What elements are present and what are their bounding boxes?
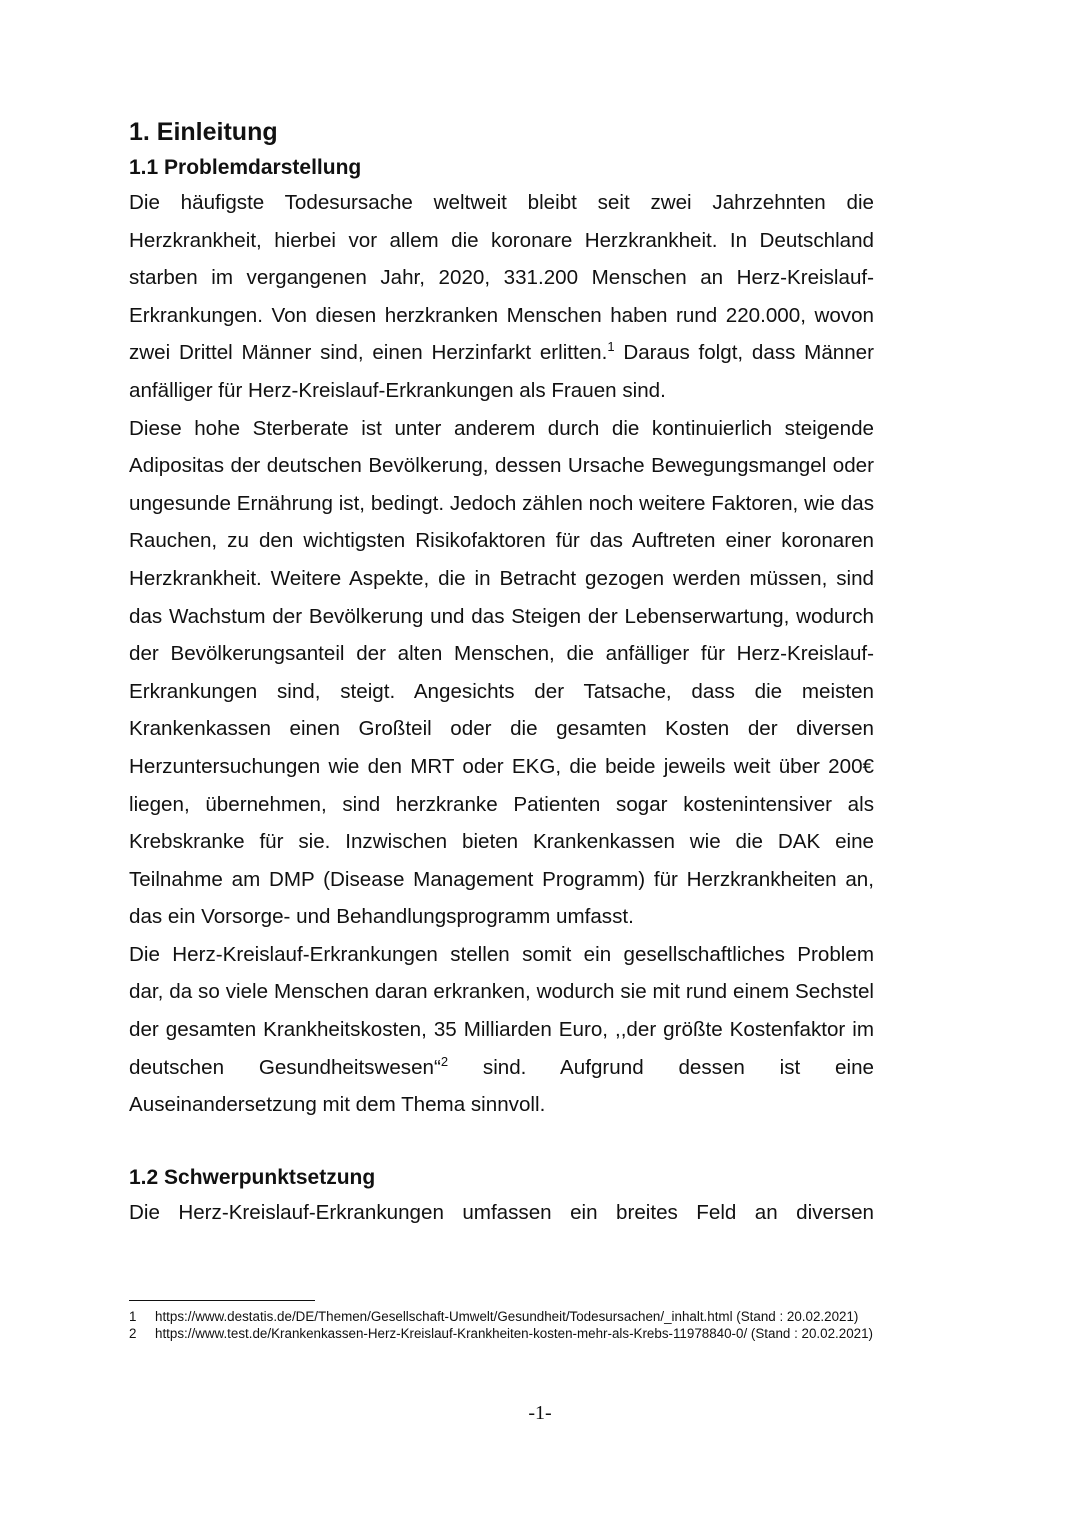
paragraph-1 (129, 184, 874, 410)
footnote-number: 2 (129, 1326, 137, 1341)
section-gap (129, 1124, 874, 1162)
section-heading-schwerpunktsetzung: 1.2 Schwerpunktsetzung (129, 1165, 376, 1189)
footnotes (129, 1308, 874, 1342)
paragraph-2: Diese hohe Sterberate ist unter anderem durch die kontinuierlich steigende Adipositas der deutschen Bevölkerung, dessen Ursache Bewegungsmangel oder ungesunde Ernährung ist, bedingt. Jedoch zählen noch weitere Faktoren, wie das Rauchen, zu den wichtigsten Risikofaktoren für das Auftreten einer koronaren Herzkrankheit. Weitere Aspekte, die in Betracht gezogen werden müssen, sind das Wachstum der Bevölkerung und das Steigen der Lebenserwartung, wodurch der Bevölkerungsanteil der alten Menschen, die anfälliger für Herz-Kreislauf-Erkrankungen sind, steigt. Angesichts der Tatsache, dass die meisten Krankenkassen einen Großteil oder die gesamten Kosten der diversen Herzuntersuchungen wie den MRT oder EKG, die beide jeweils weit über 200€ liegen, übernehmen, sind herzkranke Patienten sogar kostenintensiver als Krebskranke für sie. Inzwischen bieten Krankenkassen wie die DAK eine Teilnahme am DMP (Disease Management Programm) für Herzkrankheiten an, das ein Vorsorge- und Behandlungsprogramm umfasst. (129, 416, 874, 929)
footnote-number: 1 (129, 1309, 137, 1324)
footnote-ref-2[interactable]: 2 (440, 1053, 449, 1069)
paragraph-4: Die Herz-Kreislauf-Erkrankungen umfassen ein breites Feld an diversen (129, 1200, 874, 1224)
section-heading-problemdarstellung: 1.1 Problemdarstellung (129, 156, 362, 179)
footnote-separator (129, 1300, 315, 1301)
footnote-text[interactable]: https://www.test.de/Krankenkassen-Herz-Kreislauf-Krankheiten-kosten-mehr-als-Krebs-11978840-0/ (Stand : 20.02.2021) (155, 1326, 873, 1341)
paragraph-1-text-a: Die häufigste Todesursache weltweit bleibt seit zwei Jahrzehnten die Herzkrankheit, hierbei vor allem die koronare Herzkrankheit. In Deutschland starben im vergangenen Jahr, 2020, 331.200 Menschen an Herz-Kreislauf-Erkrankungen. Von diesen herzkranken Menschen haben rund 220.000, wovon zwei Drittel Männer sind, einen Herzinfarkt erlitten. (129, 191, 874, 365)
page-number: -1- (528, 1402, 552, 1424)
paragraph-3-text-a: Die Herz-Kreislauf-Erkrankungen stellen somit ein gesellschaftliches Problem dar, da so viele Menschen daran erkranken, wodurch sie mit rund einem Sechstel der gesamten Krankheitskosten, 35 Milliarden Euro, ,,der größte Kostenfaktor im deutschen Gesundheitswesen“ (129, 942, 874, 1079)
footnote-2 (129, 1325, 874, 1342)
footnote-1 (129, 1308, 874, 1325)
paragraph-3 (129, 936, 874, 1124)
paragraph-1-text-b: Daraus folgt, dass Männer anfälliger für Herz-Kreislauf-Erkrankungen als Frauen sind. (129, 341, 874, 402)
footnote-text[interactable]: https://www.destatis.de/DE/Themen/Gesellschaft-Umwelt/Gesundheit/Todesursachen/_inhalt.html (Stand : 20.02.2021) (155, 1309, 859, 1324)
chapter-heading: 1. Einleitung (129, 118, 278, 146)
document-body (129, 112, 874, 1231)
paragraph-3-text-b: sind. Aufgrund dessen ist eine Auseinandersetzung mit dem Thema sinnvoll. (129, 1055, 874, 1117)
footnote-ref-1[interactable]: 1 (607, 339, 615, 355)
